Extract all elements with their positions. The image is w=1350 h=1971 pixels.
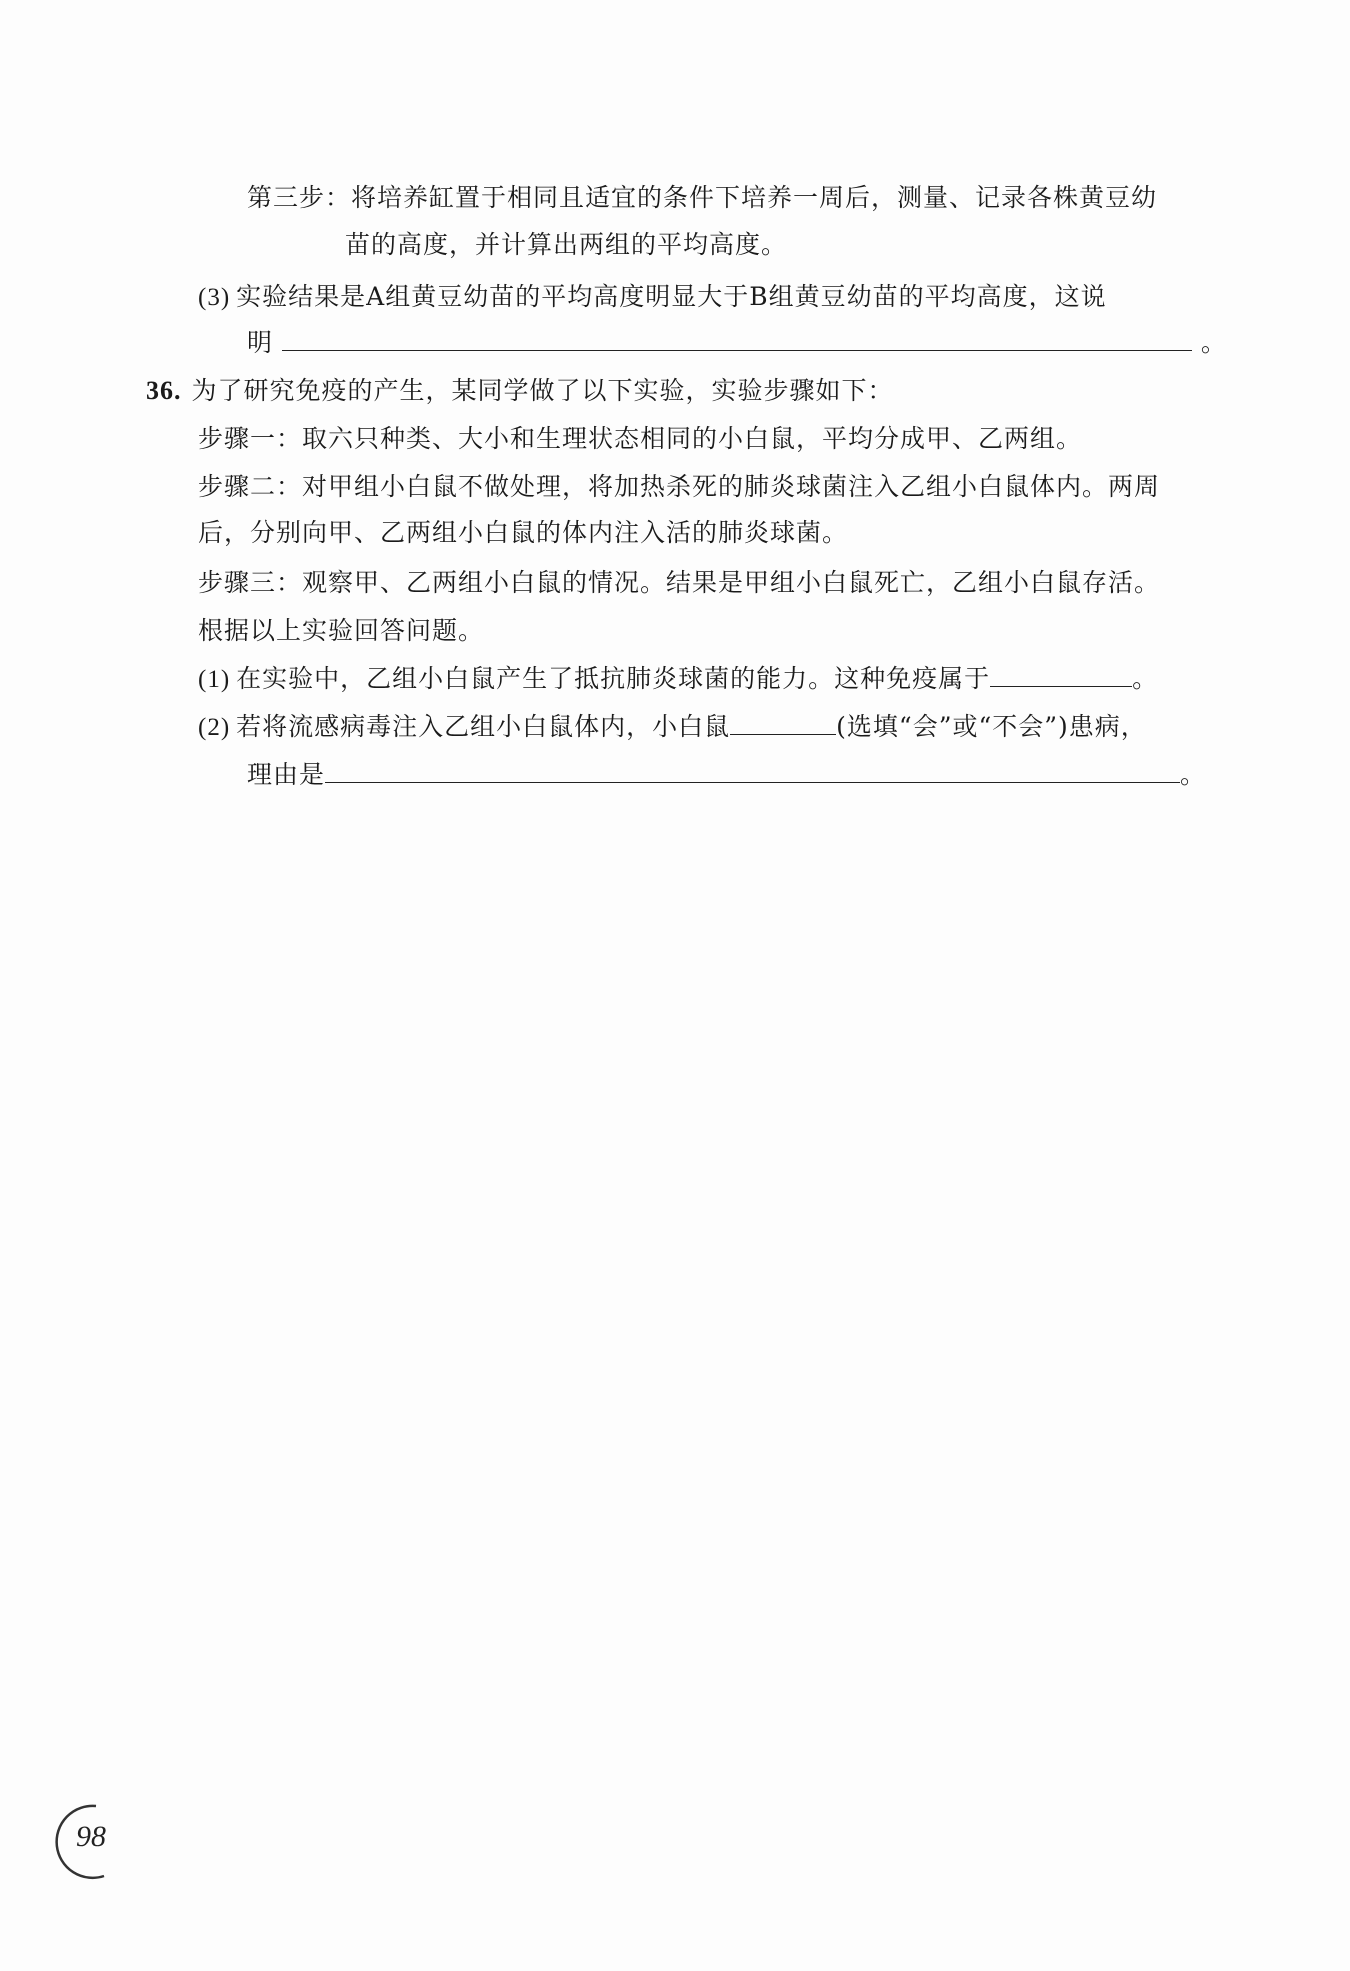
answer-blank-part2-reason[interactable] xyxy=(325,760,1180,783)
part3-text-cont: 明 xyxy=(247,328,274,357)
part1-end-punct: 。 xyxy=(1132,664,1159,693)
q36-part1 xyxy=(198,662,1158,697)
question-intro: 为了研究免疫的产生，某同学做了以下实验，实验步骤如下： xyxy=(191,376,894,405)
step1-text: 步骤一：取六只种类、大小和生理状态相同的小白鼠，平均分成甲、乙两组。 xyxy=(198,424,1083,453)
part1-number: (1) xyxy=(198,666,231,693)
answer-blank-part3[interactable] xyxy=(282,328,1192,351)
part2-reason-label: 理由是 xyxy=(247,760,326,789)
step3-text-cont: 苗的高度，并计算出两组的平均高度。 xyxy=(345,230,788,259)
part2-choice-hint: (选填“会”或“不会”)患病， xyxy=(836,712,1147,741)
part2-number: (2) xyxy=(198,714,231,741)
step3-text: 第三步：将培养缸置于相同且适宜的条件下培养一周后，测量、记录各株黄豆幼 xyxy=(247,183,1158,212)
step2-text: 步骤二：对甲组小白鼠不做处理，将加热杀死的肺炎球菌注入乙组小白鼠体内。两周 xyxy=(198,472,1161,501)
q36-part2-line2 xyxy=(247,758,1206,792)
part2-end-punct: 。 xyxy=(1180,760,1207,789)
part2-text: 若将流感病毒注入乙组小白鼠体内，小白鼠 xyxy=(236,712,731,741)
part3-end-punct: 。 xyxy=(1200,328,1227,357)
answer-prompt: 根据以上实验回答问题。 xyxy=(198,616,485,645)
part3-number: (3) xyxy=(198,284,231,311)
question-36-intro xyxy=(146,374,894,408)
step2-text-cont: 后，分别向甲、乙两组小白鼠的体内注入活的肺炎球菌。 xyxy=(198,518,849,547)
step3-line1 xyxy=(247,181,1157,215)
part3-line2 xyxy=(247,326,1227,360)
part3-text: 实验结果是A组黄豆幼苗的平均高度明显大于B组黄豆幼苗的平均高度，这说 xyxy=(236,282,1107,311)
answer-blank-part1[interactable] xyxy=(990,664,1132,687)
q36-prompt xyxy=(198,614,484,648)
q36-step3 xyxy=(198,566,1160,600)
step3-line2 xyxy=(345,228,787,262)
q36-step2-line2 xyxy=(198,516,848,550)
step3-observe-text: 步骤三：观察甲、乙两组小白鼠的情况。结果是甲组小白鼠死亡，乙组小白鼠存活。 xyxy=(198,568,1161,597)
q36-step1 xyxy=(198,422,1082,456)
part3-line1 xyxy=(198,280,1107,315)
part1-text: 在实验中，乙组小白鼠产生了抵抗肺炎球菌的能力。这种免疫属于 xyxy=(236,664,991,693)
page-number-badge xyxy=(46,1800,116,1880)
question-number: 36. xyxy=(146,376,182,405)
q36-step2-line1 xyxy=(198,470,1160,504)
answer-blank-part2-choice[interactable] xyxy=(730,712,836,735)
page-number: 98 xyxy=(76,1820,106,1853)
q36-part2-line1 xyxy=(198,710,1147,745)
